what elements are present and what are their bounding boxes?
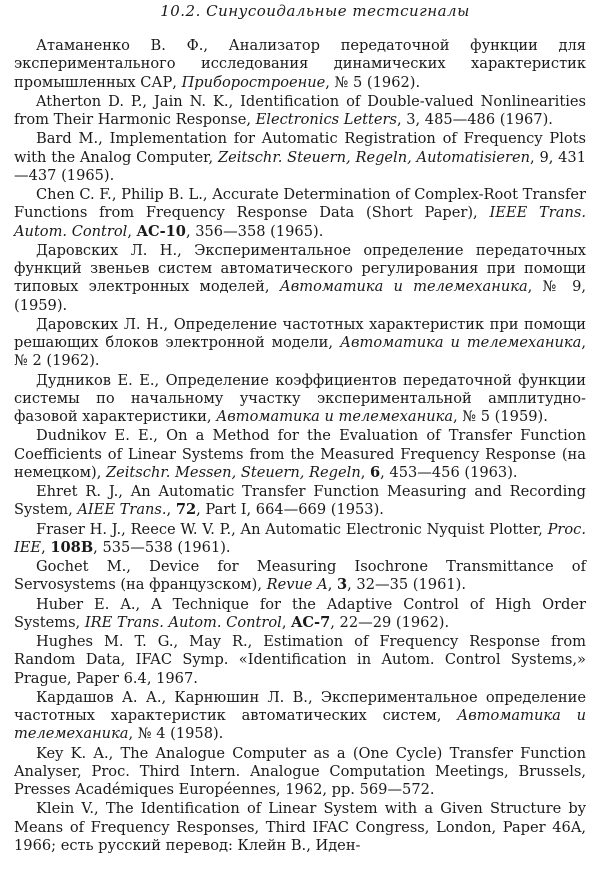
- reference-text: ,: [327, 576, 337, 594]
- reference-entry: [14, 558, 586, 595]
- reference-text: , № 5 (1962).: [325, 73, 421, 91]
- reference-text: , 535—538 (1961).: [93, 538, 231, 556]
- reference-entry: [14, 483, 586, 520]
- reference-text: ,: [360, 463, 370, 481]
- reference-text: Fraser H. J., Reece W. V. P., An Automatic Electronic Nyquist Plotter,: [36, 520, 548, 538]
- reference-list: [14, 37, 586, 855]
- reference-text: , 32—35 (1961).: [347, 576, 466, 594]
- reference-source-title: Proc. IEE: [14, 520, 586, 556]
- reference-text: Klein V., The Identification of Linear System with a Given Structure by Means of Frequency Responses, Third IFAC Congress, London, Paper 46A, 1966; есть русский перевод: Клейн В., Иден-: [14, 800, 586, 854]
- reference-entry: [14, 316, 586, 371]
- reference-source-title: Автоматика и телемеханика: [339, 334, 582, 351]
- reference-text: Huber E. A., A Technique for the Adaptive Control of High Order Systems,: [14, 595, 586, 631]
- reference-entry: [14, 186, 586, 241]
- reference-volume: 108B: [50, 538, 94, 556]
- reference-source-title: Приборостроение: [181, 73, 326, 91]
- reference-text: Даровских Л. Н., Экспериментальное определение передаточных функций звеньев систем автоматического регулирования при помощи типовых электронных моделей,: [14, 241, 586, 296]
- reference-text: Ehret R. J., An Automatic Transfer Function Measuring and Recording System,: [14, 483, 586, 519]
- reference-text: Gochet M., Device for Measuring Isochrone Transmittance of Servosystems (на французском),: [14, 558, 586, 594]
- reference-source-title: IEEE Trans. Autom. Control: [14, 204, 586, 240]
- reference-source-title: AIEE Trans.: [77, 501, 167, 519]
- reference-text: ,: [166, 501, 176, 519]
- reference-text: , 3, 485—486 (1967).: [396, 111, 553, 128]
- reference-entry: [14, 130, 586, 185]
- reference-entry: [14, 372, 586, 427]
- reference-text: ,: [127, 222, 137, 240]
- reference-volume: AC-10: [136, 222, 186, 240]
- reference-volume: 6: [370, 463, 381, 481]
- reference-text: , 9, 431—437 (1965).: [14, 148, 587, 184]
- reference-source-title: Zeitschr. Messen, Steuern, Regeln: [105, 463, 361, 481]
- reference-entry: [14, 596, 586, 633]
- reference-text: , 356—358 (1965).: [185, 222, 324, 240]
- reference-entry: [14, 800, 586, 855]
- reference-source-title: Автоматика и телемеханика: [14, 707, 586, 743]
- reference-text: Даровских Л. Н., Определение частотных характеристик при помощи решающих блоков электронной модели,: [14, 315, 586, 351]
- reference-volume: 72: [175, 501, 197, 519]
- reference-entry: [14, 242, 586, 315]
- reference-source-title: IRE Trans. Autom. Control: [84, 613, 282, 631]
- reference-text: ,: [281, 613, 292, 631]
- reference-entry: [14, 37, 586, 92]
- reference-text: , 453—456 (1963).: [380, 463, 518, 481]
- reference-text: Атаманенко В. Ф., Анализатор передаточной функции для экспериментального исследования динамических характеристик промышленных САР,: [14, 37, 586, 91]
- reference-entry: [14, 745, 586, 800]
- reference-text: Dudnikov E. E., On a Method for the Evaluation of Transfer Function Coefficients of Linear Systems from the Measured Frequency Response (на немецком),: [14, 427, 586, 481]
- reference-text: Bard M., Implementation for Automatic Registration of Frequency Plots with the Analog Computer,: [14, 130, 586, 166]
- reference-entry: [14, 427, 586, 482]
- reference-entry: [14, 633, 586, 688]
- reference-text: , 22—29 (1962).: [330, 613, 450, 631]
- reference-text: Кардашов А. А., Карнюшин Л. В., Экспериментальное определение частотных характеристик автоматических систем,: [14, 688, 586, 724]
- reference-text: , Part I, 664—669 (1953).: [196, 501, 384, 519]
- reference-text: Key K. A., The Analogue Computer as a (One Cycle) Transfer Function Analyser, Proc. Third Intern. Analogue Computation Meetings, Brussels, Presses Académiques Européennes, 1962, pp. 569—572.: [14, 744, 586, 798]
- reference-text: , № 2 (1962).: [14, 334, 586, 370]
- reference-entry: [14, 689, 586, 744]
- reference-text: Дудников Е. Е., Определение коэффициентов передаточной функции системы по начальному участку экспериментальной амплитудно-фазовой характеристики,: [14, 371, 586, 425]
- reference-volume: AC-7: [291, 613, 331, 631]
- reference-source-title: Electronics Letters: [255, 111, 397, 128]
- reference-source-title: Автоматика и телемеханика: [216, 408, 454, 425]
- reference-text: Atherton D. P., Jain N. K., Identification of Double-valued Nonlinearities from Their Harmonic Response,: [14, 92, 586, 128]
- reference-text: , № 5 (1959).: [453, 408, 548, 425]
- running-head: 10.2. Синусоидальные тестсигналы: [160, 2, 470, 20]
- reference-source-title: Автоматика и телемеханика: [279, 278, 528, 296]
- reference-text: Hughes M. T. G., May R., Estimation of Frequency Response from Random Data, IFAC Symp. «Identification in Autom. Control Systems,» Prague, Paper 6.4, 1967.: [14, 633, 586, 687]
- reference-text: , № 9, (1959).: [14, 278, 586, 314]
- reference-text: Chen C. F., Philip B. L., Accurate Determination of Complex-Root Transfer Functions from Frequency Response Data (Short Paper),: [14, 186, 586, 222]
- reference-entry: [14, 93, 586, 130]
- reference-source-title: Revue A: [266, 576, 328, 594]
- reference-text: ,: [41, 538, 51, 556]
- reference-entry: [14, 521, 586, 558]
- reference-source-title: Zeitschr. Steuern, Regeln, Automatisieren: [217, 148, 531, 166]
- reference-text: , № 4 (1958).: [128, 725, 224, 743]
- reference-volume: 3: [337, 576, 348, 594]
